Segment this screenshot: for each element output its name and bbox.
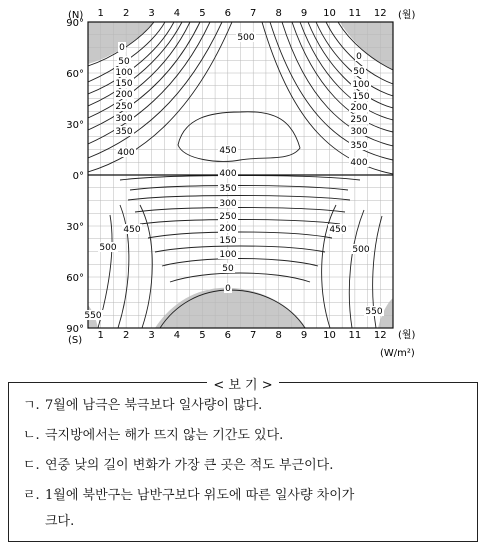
month-tick-label: 10 [323, 8, 336, 19]
contour-value-label: 50 [118, 57, 130, 67]
month-tick-label: 6 [224, 330, 231, 341]
month-tick-label: 8 [275, 330, 282, 341]
latitude-tick-label: 90° [66, 324, 84, 335]
month-tick-label: 10 [323, 330, 336, 341]
contour-value-label: 550 [365, 307, 383, 317]
contour-value-label: 350 [219, 184, 237, 194]
bogi-box [8, 378, 478, 542]
contour-value-label: 350 [115, 127, 133, 137]
south-label: (S) [68, 335, 83, 346]
north-label: (N) [68, 10, 84, 21]
contour-value-label: 200 [219, 224, 237, 234]
contour-value-label: 300 [350, 127, 368, 137]
units-label: (W/m²) [380, 348, 415, 359]
statement-key: ㄷ. [23, 458, 40, 473]
contour-value-label: 50 [222, 264, 234, 274]
month-unit-bottom: (월) [398, 330, 416, 341]
contour-value-label: 150 [115, 79, 133, 89]
statement-key: ㄱ. [23, 398, 40, 413]
contour-value-label: 100 [352, 80, 370, 90]
statement-key: ㄴ. [23, 428, 40, 443]
latitude-tick-label: 60° [66, 273, 84, 284]
latitude-tick-label: 30° [66, 120, 84, 131]
month-tick-label: 2 [122, 8, 130, 19]
latitude-tick-label: 90° [66, 18, 84, 29]
latitude-tick-label: 30° [66, 222, 84, 233]
statement-text: 연중 낮의 길이 변화가 가장 큰 곳은 적도 부근이다. [45, 458, 334, 473]
statement-3 [23, 453, 333, 479]
statement-2 [23, 423, 283, 449]
contour-value-label: 500 [352, 245, 370, 255]
contour-value-label: 550 [84, 311, 102, 321]
month-tick-label: 7 [250, 330, 257, 341]
month-tick-label: 1 [97, 330, 104, 341]
latitude-tick-label: 60° [66, 69, 84, 80]
contour-value-label: 150 [352, 92, 370, 102]
contour-value-label: 100 [219, 250, 237, 260]
month-tick-label: 11 [348, 330, 362, 341]
contour-value-label: 50 [353, 67, 365, 77]
contour-value-label: 400 [117, 148, 135, 158]
contour-value-label: 300 [115, 114, 133, 124]
statement-text: 극지방에서는 해가 뜨지 않는 기간도 있다. [45, 428, 284, 443]
contour-value-label: 450 [329, 225, 347, 235]
latitude-tick-labels [66, 18, 84, 335]
contour-value-label: 400 [350, 158, 368, 168]
statement-4 [23, 483, 354, 509]
contour-value-label: 350 [350, 141, 368, 151]
month-tick-label: 4 [173, 8, 181, 19]
contour-value-label: 250 [219, 212, 237, 222]
contour-value-label: 250 [115, 102, 133, 112]
month-tick-label: 12 [373, 330, 387, 341]
contour-value-label: 0 [119, 43, 125, 53]
statement-key: ㄹ. [23, 488, 40, 503]
statement-text: 1월에 북반구는 남반구보다 위도에 따른 일사량 차이가 [45, 488, 355, 503]
month-tick-label: 6 [224, 8, 231, 19]
statement-1 [23, 393, 262, 419]
statement-4-continuation: 크다. [45, 514, 75, 529]
month-tick-label: 1 [97, 8, 104, 19]
contour-value-label: 300 [219, 199, 237, 209]
month-tick-label: 7 [250, 8, 257, 19]
month-tick-label: 3 [148, 8, 155, 19]
month-tick-label: 8 [275, 8, 282, 19]
month-tick-label: 2 [122, 330, 130, 341]
contour-value-label: 200 [115, 90, 133, 100]
contour-value-label: 150 [219, 236, 237, 246]
contour-value-label: 400 [219, 169, 237, 179]
month-tick-label: 4 [173, 330, 181, 341]
contour-value-label: 250 [350, 115, 368, 125]
contour-value-label: 500 [237, 33, 255, 43]
month-tick-label: 5 [199, 8, 206, 19]
month-tick-label: 3 [148, 330, 155, 341]
statement-text: 7월에 남극은 북극보다 일사량이 많다. [45, 398, 263, 413]
month-tick-label: 9 [300, 8, 308, 19]
month-tick-label: 12 [373, 8, 387, 19]
contour-value-label: 450 [219, 146, 237, 156]
month-tick-label: 11 [348, 8, 362, 19]
month-tick-label: 5 [199, 330, 206, 341]
month-unit-top: (월) [398, 10, 416, 21]
latitude-tick-label: 0° [72, 171, 84, 182]
contour-value-label: 500 [99, 243, 117, 253]
contour-value-label: 450 [123, 225, 141, 235]
contour-value-label: 0 [356, 52, 362, 62]
bogi-title: < 보 기 > [207, 378, 278, 393]
month-tick-label: 9 [300, 330, 308, 341]
contour-value-label: 0 [225, 284, 231, 294]
contour-value-label: 100 [115, 68, 133, 78]
contour-value-label: 200 [350, 103, 368, 113]
